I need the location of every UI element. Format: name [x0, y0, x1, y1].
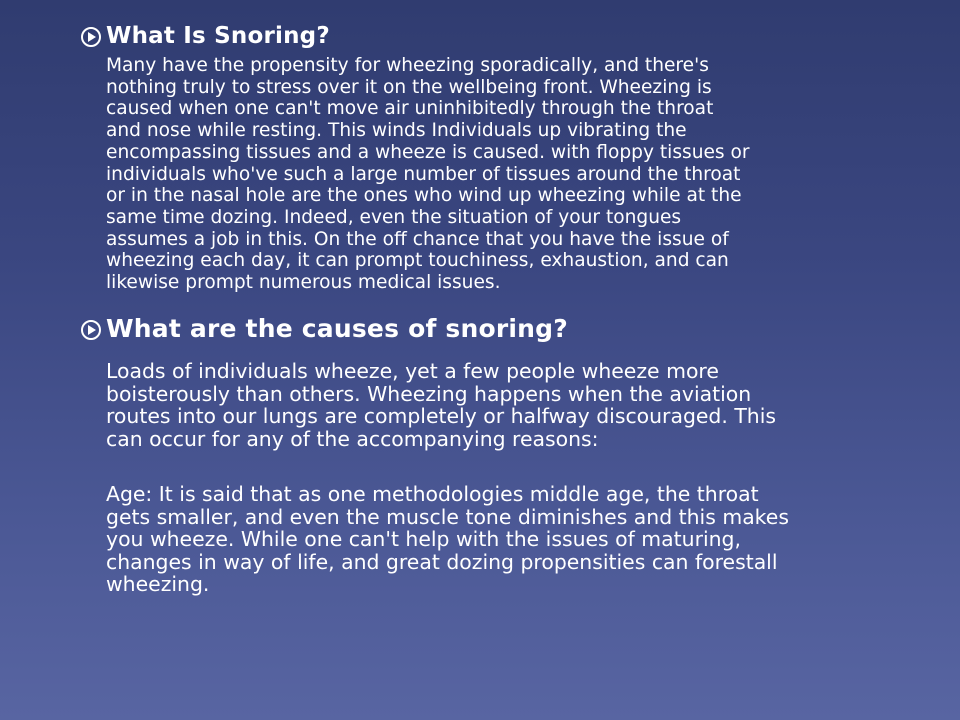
paragraph-line: wheezing.	[106, 572, 210, 597]
paragraph-line: and nose while resting. This winds Individuals up vibrating the	[106, 120, 687, 142]
paragraph-line: changes in way of life, and great dozing propensities can forestall	[106, 549, 778, 574]
paragraph-line: encompassing tissues and a wheeze is caused. with floppy tissues or	[106, 141, 750, 163]
paragraph-line: routes into our lungs are completely or halfway discouraged. This	[106, 404, 777, 429]
paragraph-line: you wheeze. While one can't help with the issues of maturing,	[106, 527, 741, 552]
paragraph-what-is-snoring	[106, 55, 750, 294]
paragraph-line: or in the nasal hole are the ones who wind up wheezing while at the	[106, 185, 742, 207]
paragraph-causes-intro	[106, 360, 776, 450]
paragraph-age-cause	[106, 483, 789, 596]
paragraph-line: likewise prompt numerous medical issues.	[106, 272, 501, 294]
section-heading-causes-of-snoring: What are the causes of snoring?	[106, 314, 568, 343]
paragraph-line: assumes a job in this. On the off chance that you have the issue of	[106, 228, 729, 250]
paragraph-line: gets smaller, and even the muscle tone diminishes and this makes	[106, 504, 789, 529]
paragraph-line: caused when one can't move air uninhibitedly through the throat	[106, 98, 714, 120]
paragraph-line: wheezing each day, it can prompt touchiness, exhaustion, and can	[106, 250, 729, 272]
section-heading-what-is-snoring: What Is Snoring?	[106, 23, 330, 49]
paragraph-line: boisterously than others. Wheezing happens when the aviation	[106, 381, 752, 406]
paragraph-line: individuals who've such a large number of tissues around the throat	[106, 163, 741, 185]
paragraph-line: same time dozing. Indeed, even the situation of your tongues	[106, 206, 682, 228]
paragraph-line: nothing truly to stress over it on the wellbeing front. Wheezing is	[106, 76, 712, 98]
paragraph-line: can occur for any of the accompanying reasons:	[106, 426, 599, 451]
circled-arrow-bullet-icon	[80, 319, 102, 341]
paragraph-line: Loads of individuals wheeze, yet a few people wheeze more	[106, 359, 719, 383]
paragraph-line: Age: It is said that as one methodologies middle age, the throat	[106, 482, 759, 506]
paragraph-line: Many have the propensity for wheezing sporadically, and there's	[106, 55, 709, 76]
circled-arrow-bullet-icon	[80, 26, 102, 48]
